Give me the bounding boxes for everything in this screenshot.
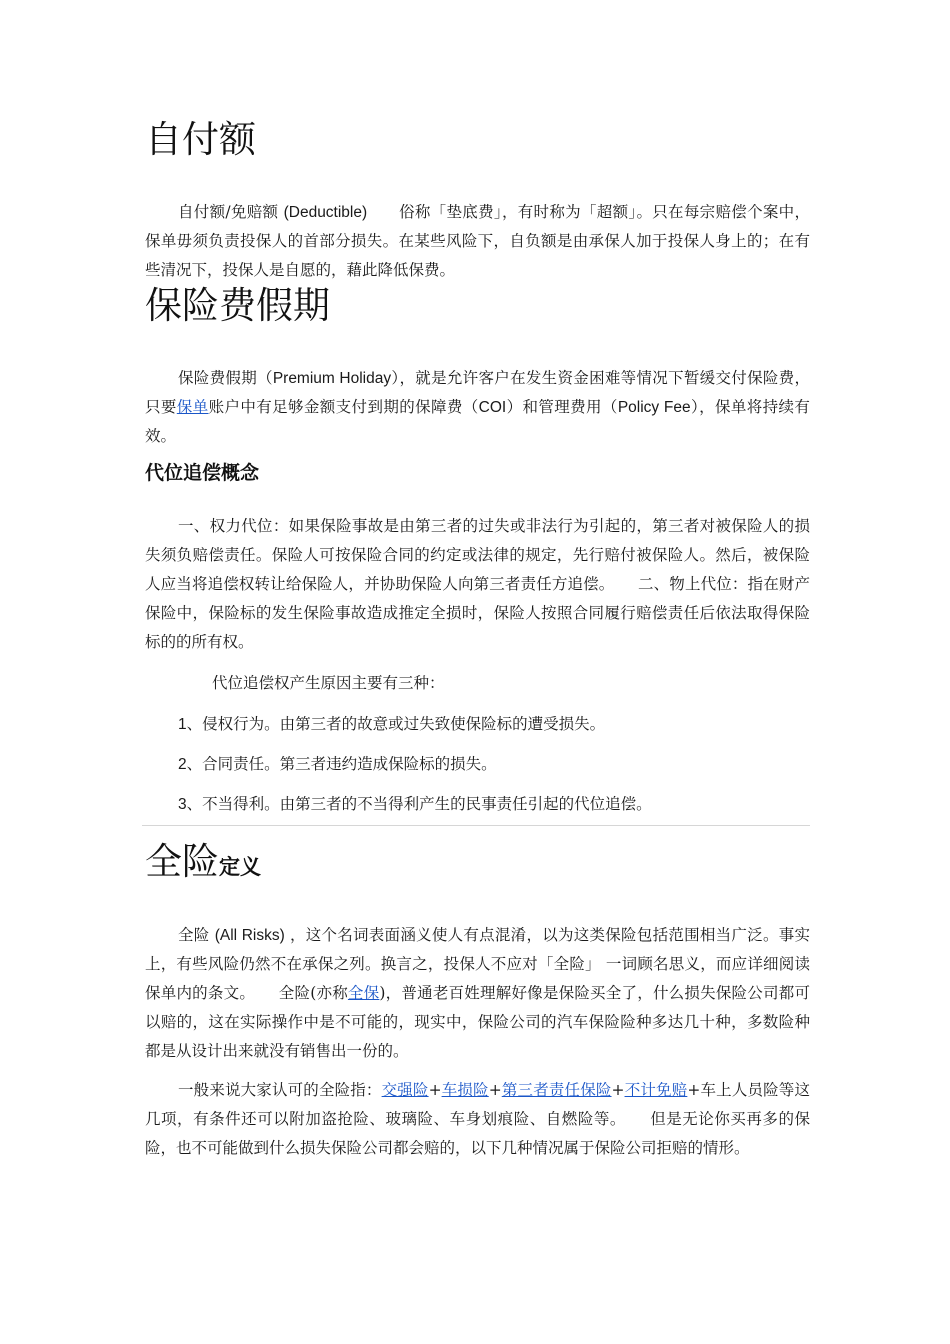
reason-item-1 xyxy=(178,713,605,736)
reason-number: 3 xyxy=(178,796,187,813)
text-run: 一般来说大家认可的全险指： xyxy=(178,1081,382,1099)
link-policy[interactable]: 保单 xyxy=(176,398,209,416)
heading-deductible: 自付额 xyxy=(145,118,256,161)
link-compulsory-insurance[interactable]: 交强险 xyxy=(381,1081,429,1099)
heading-premium-holiday: 保险费假期 xyxy=(145,284,330,327)
plus-sign: + xyxy=(488,1081,502,1099)
paragraph-all-risks-2 xyxy=(145,1076,810,1163)
text-run: ），就是允许客户在发生资金困难等情况下暂缓交付保险费，只要 xyxy=(145,369,810,416)
subrogation-reasons-intro: 代位追偿权产生原因主要有三种： xyxy=(212,674,445,692)
paragraph-all-risks-1 xyxy=(145,921,810,1066)
paragraph-subrogation: 一、权力代位：如果保险事故是由第三者的过失或非法行为引起的，第三者对被保险人的损失须负赔偿责任。保险人可按保险合同的约定或法律的规定，先行赔付被保险人。然后，被保险人应当将追偿权转让给保险人，并协助保险人向第三者责任方追偿。 二、物上代位：指在财产保险中，保险标的发生保险事故造成推定全损时，保险人按照合同履行赔偿责任后依法取得保险标的的所有权。 xyxy=(145,517,810,651)
text-run: ，普通老百姓理解好像是保险买全了，什么损失保险公司都可以赔的，这在实际操作中是不可能的，现实中，保险公司的汽车保险险种多达几十种，多数险种都是从设计出来就没有销售出一份的。 xyxy=(145,984,810,1060)
text-run: 账户中有足够金额支付到期的保障费（ xyxy=(208,398,479,416)
link-vehicle-damage[interactable]: 车损险 xyxy=(441,1081,489,1099)
link-third-party-liability[interactable]: 第三者责任保险 xyxy=(501,1081,612,1099)
heading-subrogation: 代位追偿概念 xyxy=(145,462,260,484)
heading-all-risks-suffix: 定义 xyxy=(219,855,261,879)
heading-all-risks xyxy=(145,840,261,889)
text-run: 自付额/免赔额 xyxy=(178,203,284,221)
term-premium-holiday: Premium Holiday xyxy=(272,370,392,387)
plus-sign: + xyxy=(428,1081,442,1099)
term-coi: COI xyxy=(478,399,507,416)
link-no-deductible[interactable]: 不计免赔 xyxy=(624,1081,688,1099)
reason-text: 、侵权行为。由第三者的故意或过失致使保险标的遭受损失。 xyxy=(186,715,606,733)
heading-all-risks-main: 全险 xyxy=(145,840,219,883)
section-divider xyxy=(142,825,810,826)
term-all-risks: (All Risks) xyxy=(214,927,285,944)
plus-sign: + xyxy=(687,1081,701,1099)
reason-item-3 xyxy=(178,793,652,816)
reason-number: 1 xyxy=(178,716,187,733)
text-run: 俗称「垫底费」，有时称为「超额」。只在每宗赔偿个案中，保单毋须负责投保人的首部分损失。在某些风险下，自负额是由承保人加于投保人身上的；在有些清况下，投保人是自愿的，藉此降低保费。 xyxy=(145,203,810,279)
term-deductible: (Deductible) xyxy=(283,204,368,221)
text-run: ，这个名词表面涵义使人有点混淆，以为这类保险包括范围相当广泛。事实上，有些风险仍然不在承保之列。换言之，投保人不应对「全险」 一词顾名思义，而应详细阅读保单内的条文。 全险 xyxy=(145,926,810,1002)
text-run: ）和管理费用（ xyxy=(506,398,618,416)
reason-item-2 xyxy=(178,753,497,776)
reason-number: 2 xyxy=(178,756,187,773)
text-run: 全险 xyxy=(178,926,215,944)
text-run: ) xyxy=(379,984,386,1002)
text-run: 保险费假期（ xyxy=(178,369,273,387)
reason-text: 、不当得利。由第三者的不当得利产生的民事责任引起的代位追偿。 xyxy=(186,795,652,813)
plus-sign: + xyxy=(611,1081,625,1099)
text-run: (亦称 xyxy=(310,984,348,1002)
reason-text: 、合同责任。第三者违约造成保险标的损失。 xyxy=(186,755,497,773)
link-full-coverage[interactable]: 全保 xyxy=(347,984,380,1002)
paragraph-deductible xyxy=(145,198,810,285)
paragraph-premium-holiday xyxy=(145,364,810,451)
text-run: 车上人员险等这几项，有条件还可以附加盗抢险、玻璃险、车身划痕险、自燃险等。 但是无论你买再多的保险，也不可能做到什么损失保险公司都会赔的，以下几种情况属于保险公司拒赔的情形。 xyxy=(145,1081,810,1157)
text-run: ），保单将持续有效。 xyxy=(145,398,810,445)
term-policy-fee: Policy Fee xyxy=(617,399,691,416)
